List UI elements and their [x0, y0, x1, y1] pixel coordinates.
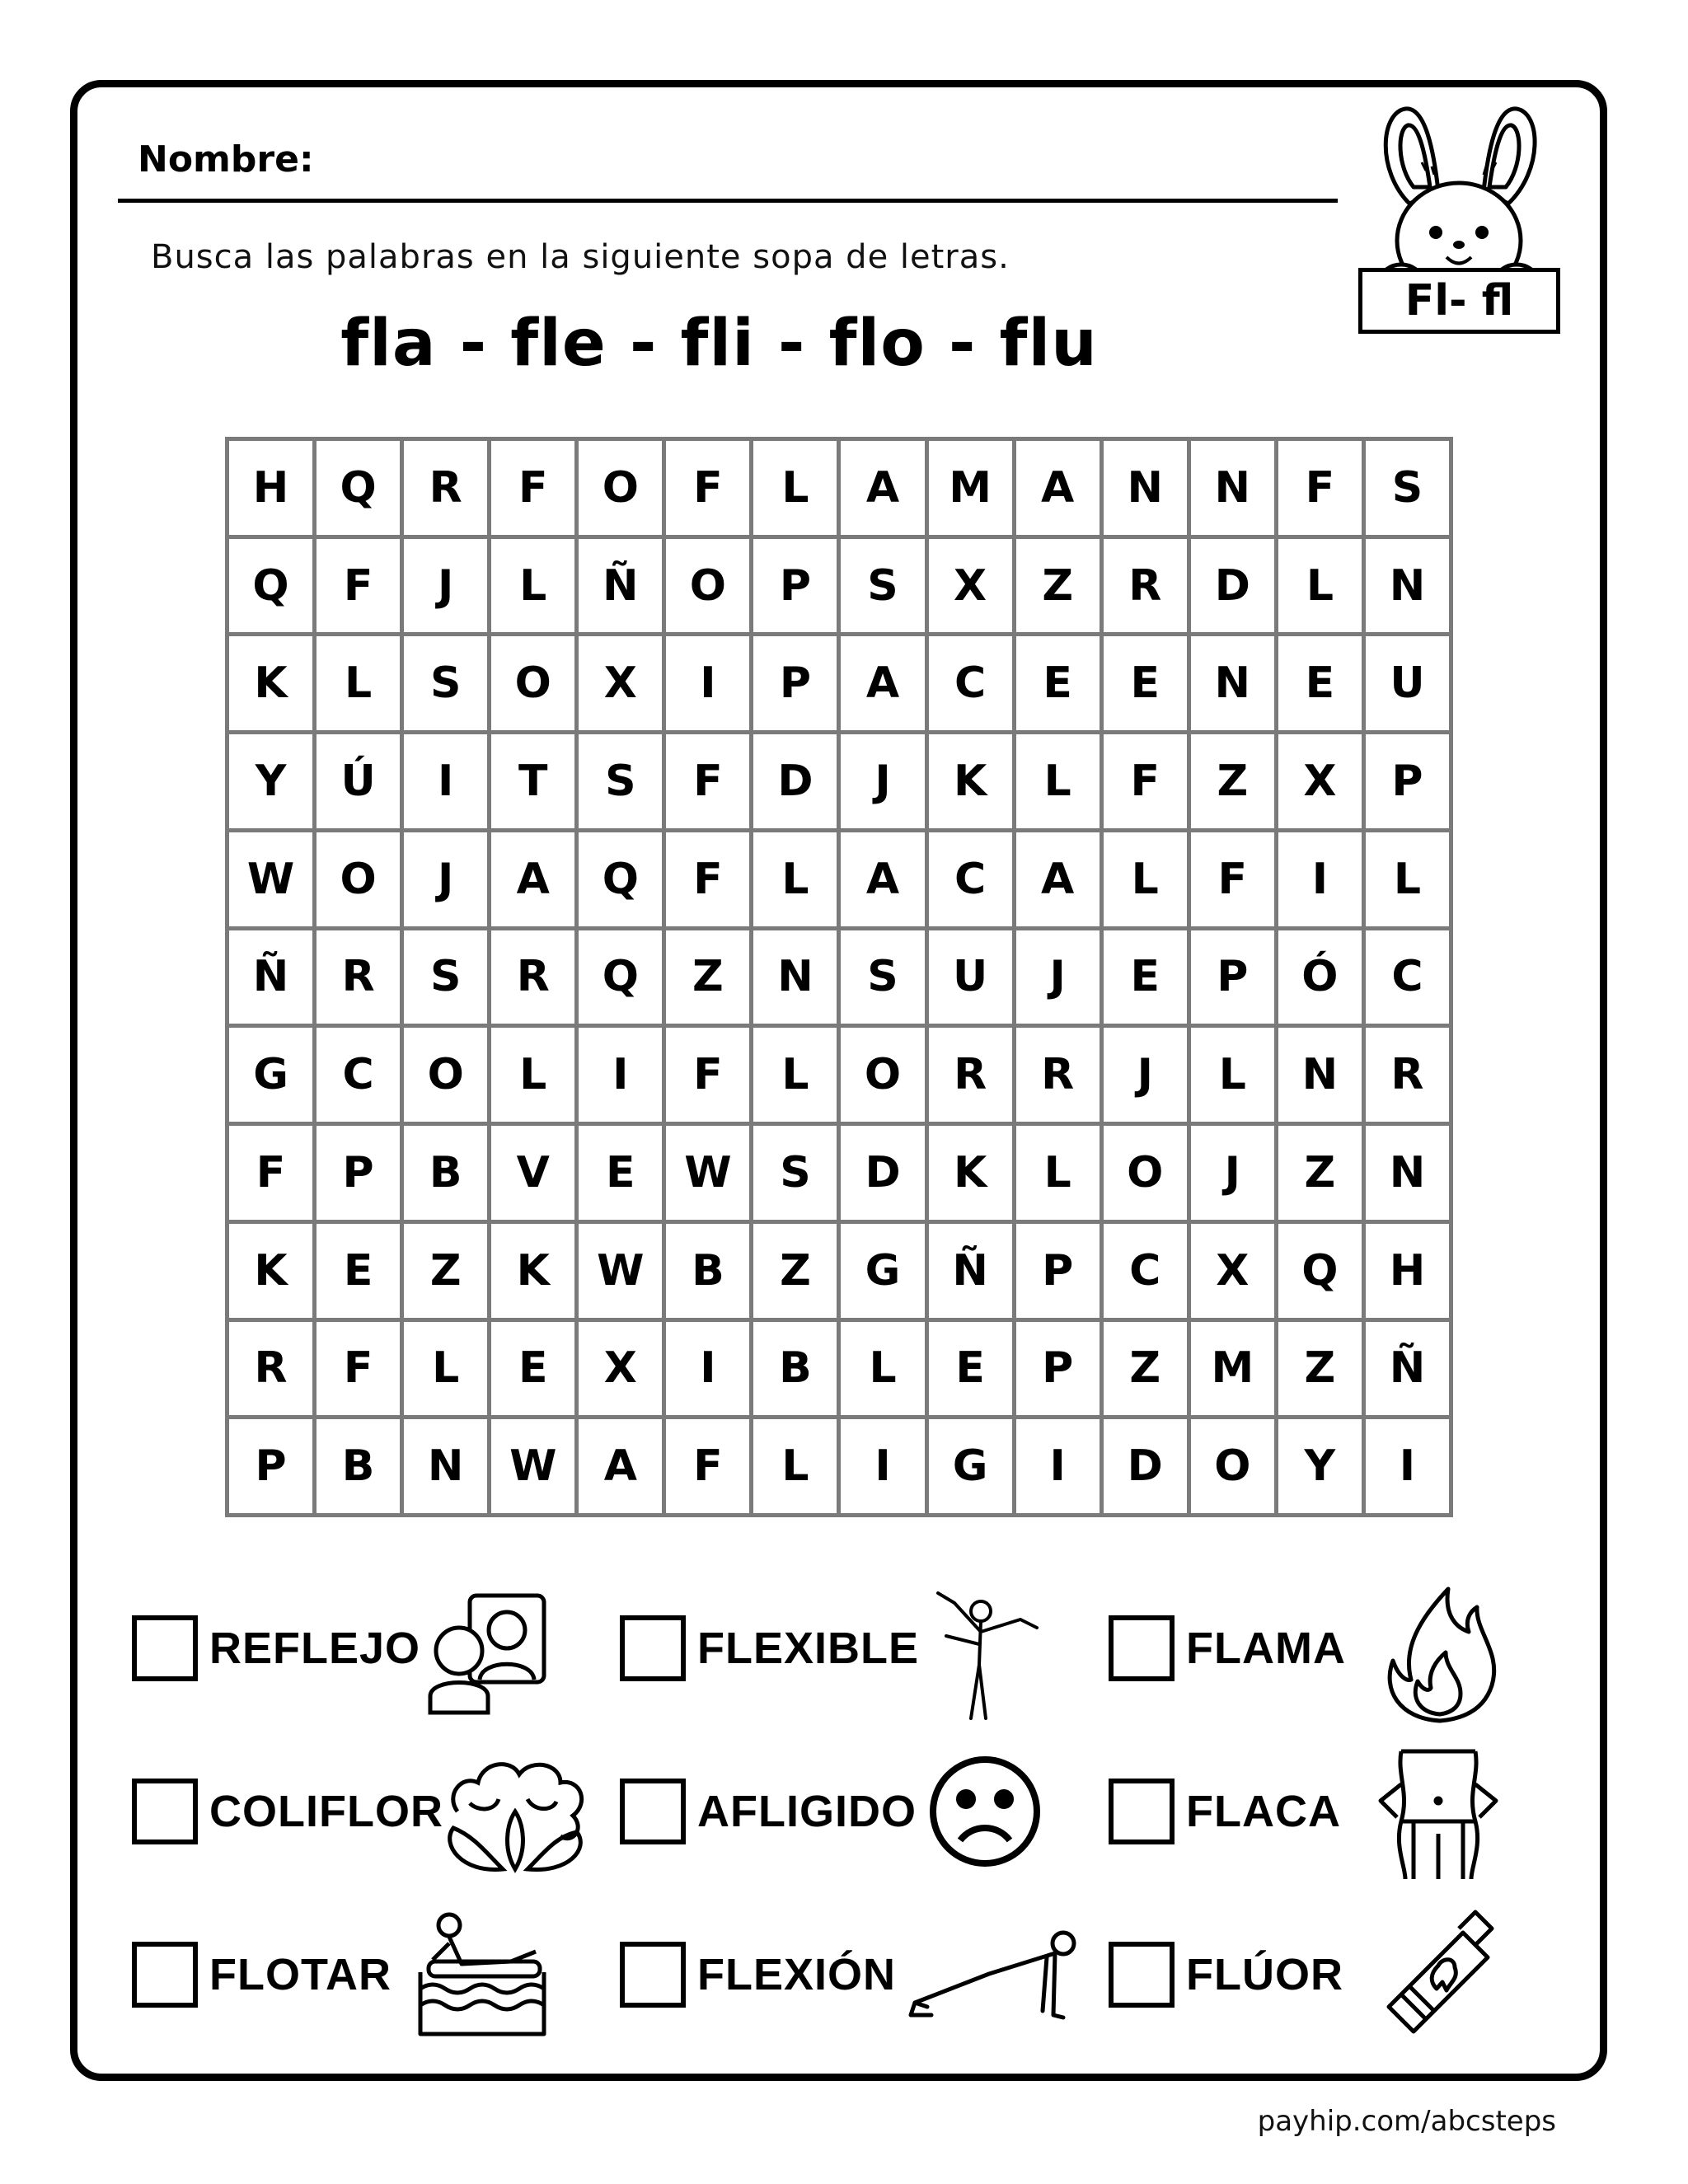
grid-cell[interactable]: K — [229, 636, 312, 730]
grid-cell[interactable]: X — [1191, 1224, 1274, 1318]
grid-cell[interactable]: A — [841, 832, 924, 926]
word-label: FLAMA — [1186, 1624, 1346, 1673]
grid-cell[interactable]: Z — [404, 1224, 487, 1318]
checkbox[interactable] — [132, 1615, 198, 1681]
grid-cell[interactable]: Z — [666, 930, 749, 1024]
grid-cell[interactable]: A — [579, 1419, 662, 1513]
grid-cell[interactable]: R — [1366, 1028, 1449, 1122]
grid-cell[interactable]: L — [753, 1028, 837, 1122]
grid-cell[interactable]: F — [1104, 734, 1187, 828]
word-item-coliflor[interactable] — [132, 1779, 443, 1844]
word-label: REFLEJO — [209, 1624, 421, 1673]
grid-cell[interactable]: R — [1104, 539, 1187, 633]
word-label: FLÚOR — [1186, 1950, 1343, 1999]
grid-cell[interactable]: G — [841, 1224, 924, 1318]
grid-cell[interactable]: O — [491, 636, 574, 730]
grid-cell[interactable]: D — [1104, 1419, 1187, 1513]
word-item-flexion[interactable] — [620, 1942, 896, 2008]
grid-cell[interactable]: E — [491, 1322, 574, 1416]
grid-cell[interactable]: D — [753, 734, 837, 828]
grid-cell[interactable]: S — [579, 734, 662, 828]
grid-cell[interactable]: I — [666, 636, 749, 730]
grid-cell[interactable]: F — [1191, 832, 1274, 926]
checkbox[interactable] — [620, 1615, 686, 1681]
grid-cell[interactable]: Q — [1278, 1224, 1362, 1318]
flame-icon — [1378, 1582, 1502, 1727]
word-label: FLOTAR — [209, 1950, 392, 1999]
grid-cell[interactable]: B — [316, 1419, 400, 1513]
grid-cell[interactable]: H — [1366, 1224, 1449, 1318]
grid-cell[interactable]: Z — [1016, 539, 1100, 633]
grid-cell[interactable]: J — [404, 832, 487, 926]
grid-cell[interactable]: H — [229, 441, 312, 535]
grid-cell[interactable]: Z — [1278, 1126, 1362, 1220]
grid-cell[interactable]: A — [1016, 832, 1100, 926]
grid-cell[interactable]: L — [491, 539, 574, 633]
grid-cell[interactable]: Z — [1191, 734, 1274, 828]
grid-cell[interactable]: S — [404, 636, 487, 730]
grid-cell[interactable]: T — [491, 734, 574, 828]
word-item-fluor[interactable] — [1109, 1942, 1343, 2008]
grid-cell[interactable]: U — [1366, 636, 1449, 730]
bunny-badge: Fl- fl — [1358, 268, 1560, 334]
grid-cell[interactable]: L — [1278, 539, 1362, 633]
grid-cell[interactable]: F — [666, 441, 749, 535]
grid-cell[interactable]: Y — [1278, 1419, 1362, 1513]
grid-cell[interactable]: N — [753, 930, 837, 1024]
grid-cell[interactable]: E — [1104, 636, 1187, 730]
grid-cell[interactable]: P — [316, 1126, 400, 1220]
grid-cell[interactable]: N — [1104, 441, 1187, 535]
word-label: FLACA — [1186, 1787, 1341, 1836]
grid-cell[interactable]: W — [666, 1126, 749, 1220]
grid-cell[interactable]: L — [1016, 734, 1100, 828]
grid-cell[interactable]: D — [841, 1126, 924, 1220]
grid-cell[interactable]: L — [1104, 832, 1187, 926]
word-item-afligido[interactable] — [620, 1779, 917, 1844]
grid-cell[interactable]: Ú — [316, 734, 400, 828]
grid-cell[interactable]: F — [316, 1322, 400, 1416]
grid-cell[interactable]: F — [666, 734, 749, 828]
floating-person-icon — [412, 1910, 552, 2038]
grid-cell[interactable]: Ñ — [579, 539, 662, 633]
name-label: Nombre: — [138, 138, 314, 180]
grid-cell[interactable]: J — [841, 734, 924, 828]
grid-cell[interactable]: A — [491, 832, 574, 926]
checkbox[interactable] — [132, 1942, 198, 2008]
grid-cell[interactable]: E — [1104, 930, 1187, 1024]
grid-cell[interactable]: P — [1191, 930, 1274, 1024]
name-line[interactable] — [118, 199, 1338, 203]
checkbox[interactable] — [620, 1942, 686, 2008]
grid-cell[interactable]: N — [1278, 1028, 1362, 1122]
flexible-dancer-icon — [921, 1586, 1045, 1727]
grid-cell[interactable]: U — [929, 930, 1012, 1024]
grid-cell[interactable]: I — [666, 1322, 749, 1416]
grid-cell[interactable]: L — [841, 1322, 924, 1416]
word-item-flama[interactable] — [1109, 1615, 1346, 1681]
grid-cell[interactable]: G — [929, 1419, 1012, 1513]
grid-cell[interactable]: C — [1104, 1224, 1187, 1318]
word-label: AFLIGIDO — [697, 1787, 917, 1836]
grid-cell[interactable]: L — [753, 441, 837, 535]
grid-cell[interactable]: N — [1191, 441, 1274, 535]
checkbox[interactable] — [1109, 1942, 1175, 2008]
grid-cell[interactable]: L — [491, 1028, 574, 1122]
grid-cell[interactable]: S — [841, 930, 924, 1024]
grid-cell[interactable]: Z — [1278, 1322, 1362, 1416]
grid-cell[interactable]: W — [229, 832, 312, 926]
grid-cell[interactable]: R — [316, 930, 400, 1024]
grid-cell[interactable]: P — [1016, 1322, 1100, 1416]
grid-cell[interactable]: I — [1366, 1419, 1449, 1513]
grid-cell[interactable]: F — [666, 832, 749, 926]
grid-cell[interactable]: X — [579, 1322, 662, 1416]
toothpaste-icon — [1376, 1908, 1500, 2040]
grid-cell[interactable]: L — [404, 1322, 487, 1416]
grid-cell[interactable]: E — [929, 1322, 1012, 1416]
grid-cell[interactable]: P — [1016, 1224, 1100, 1318]
grid-cell[interactable]: Z — [753, 1224, 837, 1318]
grid-cell[interactable]: S — [753, 1126, 837, 1220]
grid-cell[interactable]: W — [579, 1224, 662, 1318]
grid-cell[interactable]: V — [491, 1126, 574, 1220]
grid-cell[interactable]: L — [1366, 832, 1449, 926]
grid-cell[interactable]: O — [666, 539, 749, 633]
word-item-reflejo[interactable] — [132, 1615, 420, 1681]
grid-cell[interactable]: R — [404, 441, 487, 535]
grid-cell[interactable]: C — [929, 636, 1012, 730]
grid-cell[interactable]: F — [666, 1419, 749, 1513]
grid-cell[interactable]: C — [929, 832, 1012, 926]
grid-cell[interactable]: S — [841, 539, 924, 633]
word-item-flotar[interactable] — [132, 1942, 392, 2008]
grid-cell[interactable]: W — [491, 1419, 574, 1513]
grid-cell[interactable]: O — [1104, 1126, 1187, 1220]
grid-cell[interactable]: F — [491, 441, 574, 535]
grid-cell[interactable]: I — [1278, 832, 1362, 926]
grid-cell[interactable]: O — [404, 1028, 487, 1122]
grid-cell[interactable]: K — [229, 1224, 312, 1318]
grid-cell[interactable]: R — [929, 1028, 1012, 1122]
grid-cell[interactable]: N — [1191, 636, 1274, 730]
grid-cell[interactable]: E — [1016, 636, 1100, 730]
grid-cell[interactable]: X — [929, 539, 1012, 633]
grid-cell[interactable]: I — [841, 1419, 924, 1513]
grid-cell[interactable]: J — [404, 539, 487, 633]
grid-cell[interactable]: R — [491, 930, 574, 1024]
word-search-grid — [225, 437, 1453, 1517]
grid-cell[interactable]: L — [1191, 1028, 1274, 1122]
syllables-title: fla - fle - fli - flo - flu — [340, 307, 1098, 381]
grid-cell[interactable]: P — [229, 1419, 312, 1513]
grid-cell[interactable]: R — [1016, 1028, 1100, 1122]
word-item-flexible[interactable] — [620, 1615, 919, 1681]
grid-cell[interactable]: N — [1366, 539, 1449, 633]
push-up-icon — [907, 1929, 1088, 2027]
cauliflower-icon — [437, 1754, 593, 1877]
grid-cell[interactable]: C — [316, 1028, 400, 1122]
grid-cell[interactable]: M — [1191, 1322, 1274, 1416]
grid-cell[interactable]: F — [1278, 441, 1362, 535]
grid-cell[interactable]: P — [753, 539, 837, 633]
grid-cell[interactable]: N — [1366, 1126, 1449, 1220]
grid-cell[interactable]: A — [1016, 441, 1100, 535]
grid-cell[interactable]: A — [841, 636, 924, 730]
grid-cell[interactable]: E — [316, 1224, 400, 1318]
grid-cell[interactable]: F — [666, 1028, 749, 1122]
footer-url: payhip.com/abcsteps — [1257, 2105, 1556, 2138]
grid-cell[interactable]: Q — [316, 441, 400, 535]
checkbox[interactable] — [132, 1779, 198, 1844]
grid-cell[interactable]: E — [579, 1126, 662, 1220]
grid-cell[interactable]: L — [316, 636, 400, 730]
grid-cell[interactable]: X — [1278, 734, 1362, 828]
grid-cell[interactable]: K — [929, 734, 1012, 828]
grid-cell[interactable]: Q — [579, 930, 662, 1024]
grid-cell[interactable]: Q — [579, 832, 662, 926]
grid-cell[interactable]: M — [929, 441, 1012, 535]
grid-cell[interactable]: E — [1278, 636, 1362, 730]
grid-cell[interactable]: I — [1016, 1419, 1100, 1513]
thin-waist-icon — [1376, 1743, 1500, 1883]
mirror-reflection-icon — [422, 1589, 554, 1721]
grid-cell[interactable]: Z — [1104, 1322, 1187, 1416]
grid-cell[interactable]: O — [841, 1028, 924, 1122]
grid-cell[interactable]: L — [753, 1419, 837, 1513]
grid-cell[interactable]: F — [316, 539, 400, 633]
grid-cell[interactable]: O — [579, 441, 662, 535]
grid-cell[interactable]: I — [579, 1028, 662, 1122]
grid-cell[interactable]: B — [666, 1224, 749, 1318]
grid-cell[interactable]: D — [1191, 539, 1274, 633]
grid-cell[interactable]: S — [1366, 441, 1449, 535]
word-label: COLIFLOR — [209, 1787, 443, 1836]
grid-cell[interactable]: J — [1016, 930, 1100, 1024]
word-item-flaca[interactable] — [1109, 1779, 1341, 1844]
grid-cell[interactable]: K — [491, 1224, 574, 1318]
grid-cell[interactable]: B — [404, 1126, 487, 1220]
grid-cell[interactable]: Ñ — [1366, 1322, 1449, 1416]
grid-cell[interactable]: C — [1366, 930, 1449, 1024]
checkbox[interactable] — [620, 1779, 686, 1844]
grid-cell[interactable]: F — [229, 1126, 312, 1220]
grid-cell[interactable]: X — [579, 636, 662, 730]
grid-cell[interactable]: R — [229, 1322, 312, 1416]
grid-cell[interactable]: Ñ — [229, 930, 312, 1024]
grid-cell[interactable]: G — [229, 1028, 312, 1122]
word-label: FLEXIBLE — [697, 1624, 920, 1673]
checkbox[interactable] — [1109, 1779, 1175, 1844]
grid-cell[interactable]: Ó — [1278, 930, 1362, 1024]
grid-cell[interactable]: Ñ — [929, 1224, 1012, 1318]
grid-cell[interactable]: L — [1016, 1126, 1100, 1220]
grid-cell[interactable]: O — [1191, 1419, 1274, 1513]
sad-face-icon — [927, 1754, 1043, 1869]
grid-cell[interactable]: P — [1366, 734, 1449, 828]
grid-cell[interactable]: Y — [229, 734, 312, 828]
grid-cell[interactable]: P — [753, 636, 837, 730]
grid-cell[interactable]: N — [404, 1419, 487, 1513]
grid-cell[interactable]: J — [1191, 1126, 1274, 1220]
grid-cell[interactable]: S — [404, 930, 487, 1024]
word-label: FLEXIÓN — [697, 1950, 897, 1999]
grid-cell[interactable]: B — [753, 1322, 837, 1416]
grid-cell[interactable]: O — [316, 832, 400, 926]
instructions: Busca las palabras en la siguiente sopa de letras. — [151, 238, 1010, 276]
checkbox[interactable] — [1109, 1615, 1175, 1681]
grid-cell[interactable]: Q — [229, 539, 312, 633]
grid-cell[interactable]: I — [404, 734, 487, 828]
grid-cell[interactable]: K — [929, 1126, 1012, 1220]
grid-cell[interactable]: J — [1104, 1028, 1187, 1122]
grid-cell[interactable]: L — [753, 832, 837, 926]
grid-cell[interactable]: A — [841, 441, 924, 535]
